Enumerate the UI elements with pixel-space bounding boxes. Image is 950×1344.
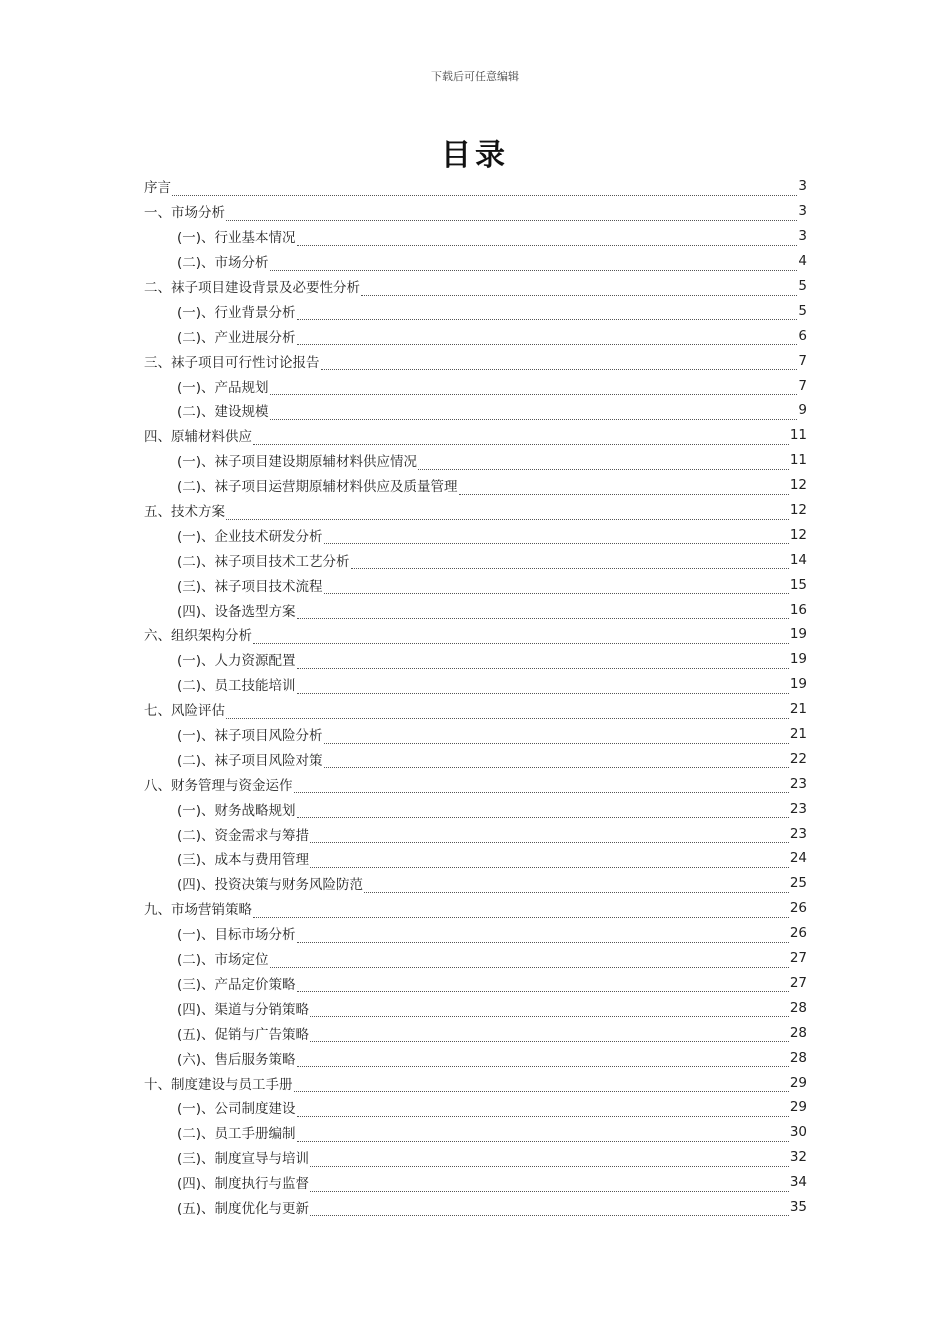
toc-entry-label: (四)、投资决策与财务风险防范 — [177, 877, 364, 894]
toc-entry-label: (二)、市场分析 — [177, 255, 269, 272]
toc-entry[interactable] — [144, 522, 807, 547]
toc-entry-page: 16 — [789, 601, 807, 618]
header-note: 下载后可任意编辑 — [431, 70, 519, 83]
toc-entry-page: 3 — [798, 203, 807, 220]
toc-entry-label: (二)、袜子项目技术工艺分析 — [177, 553, 350, 570]
toc-entry-label: (一)、公司制度建设 — [177, 1101, 296, 1118]
toc-entry-page: 22 — [789, 750, 807, 767]
toc-entry[interactable] — [144, 746, 807, 771]
toc-entry[interactable] — [144, 572, 807, 597]
toc-dot-leader — [172, 181, 797, 196]
table-of-contents — [144, 174, 807, 1219]
toc-entry-label: (二)、袜子项目风险对策 — [177, 752, 323, 769]
toc-entry-label: 四、原辅材料供应 — [144, 429, 252, 446]
toc-dot-leader — [297, 1102, 789, 1117]
toc-entry-label: 七、风险评估 — [144, 703, 225, 720]
toc-entry[interactable] — [144, 647, 807, 672]
toc-entry[interactable] — [144, 1145, 807, 1170]
toc-entry[interactable] — [144, 697, 807, 722]
toc-entry[interactable] — [144, 946, 807, 971]
toc-entry-page: 12 — [789, 526, 807, 543]
toc-entry-label: (一)、人力资源配置 — [177, 653, 296, 670]
toc-dot-leader — [310, 853, 789, 868]
toc-entry-page: 27 — [789, 974, 807, 991]
toc-entry-page: 35 — [789, 1198, 807, 1215]
toc-entry-page: 4 — [798, 253, 807, 270]
toc-dot-leader — [253, 629, 789, 644]
toc-entry-page: 29 — [789, 1099, 807, 1116]
toc-entry[interactable] — [144, 174, 807, 199]
toc-entry[interactable] — [144, 448, 807, 473]
toc-dot-leader — [270, 380, 797, 395]
toc-entry-page: 3 — [798, 178, 807, 195]
toc-entry-page: 12 — [789, 477, 807, 494]
toc-entry[interactable] — [144, 398, 807, 423]
toc-dot-leader — [253, 430, 789, 445]
toc-entry-page: 5 — [798, 302, 807, 319]
toc-entry-page: 23 — [789, 800, 807, 817]
toc-dot-leader — [297, 1127, 789, 1142]
toc-entry-label: (四)、制度执行与监督 — [177, 1176, 310, 1193]
toc-entry-label: (二)、市场定位 — [177, 952, 269, 969]
toc-entry-page: 28 — [789, 1024, 807, 1041]
toc-entry-page: 26 — [789, 900, 807, 917]
toc-entry[interactable] — [144, 1045, 807, 1070]
toc-dot-leader — [310, 1002, 789, 1017]
toc-entry-page: 11 — [789, 427, 807, 444]
toc-entry-page: 9 — [798, 402, 807, 419]
toc-entry-label: (二)、员工手册编制 — [177, 1126, 296, 1143]
toc-entry-label: (五)、制度优化与更新 — [177, 1200, 310, 1217]
toc-entry[interactable] — [144, 597, 807, 622]
toc-dot-leader — [297, 679, 789, 694]
toc-dot-leader — [270, 953, 789, 968]
toc-entry-page: 3 — [798, 228, 807, 245]
toc-entry-label: (二)、袜子项目运营期原辅材料供应及质量管理 — [177, 479, 458, 496]
toc-dot-leader — [270, 405, 797, 420]
toc-entry-label: (二)、建设规模 — [177, 404, 269, 421]
toc-entry[interactable] — [144, 846, 807, 871]
toc-dot-leader — [297, 330, 797, 345]
toc-dot-leader — [226, 206, 797, 221]
toc-entry-label: 五、技术方案 — [144, 504, 225, 521]
toc-dot-leader — [321, 355, 798, 370]
toc-entry-label: (三)、制度宣导与培训 — [177, 1151, 310, 1168]
toc-entry-label: (一)、袜子项目建设期原辅材料供应情况 — [177, 454, 418, 471]
toc-entry-page: 12 — [789, 502, 807, 519]
toc-dot-leader — [226, 704, 789, 719]
toc-entry[interactable] — [144, 323, 807, 348]
toc-entry-label: 三、袜子项目可行性讨论报告 — [144, 354, 320, 371]
toc-entry[interactable] — [144, 1195, 807, 1220]
toc-entry-label: 九、市场营销策略 — [144, 902, 252, 919]
toc-dot-leader — [310, 1201, 789, 1216]
toc-entry-page: 27 — [789, 950, 807, 967]
toc-entry-label: (三)、袜子项目技术流程 — [177, 578, 323, 595]
toc-entry[interactable] — [144, 971, 807, 996]
toc-dot-leader — [310, 1152, 789, 1167]
toc-entry[interactable] — [144, 871, 807, 896]
toc-entry[interactable] — [144, 498, 807, 523]
toc-entry-label: 六、组织架构分析 — [144, 628, 252, 645]
toc-entry-label: (一)、财务战略规划 — [177, 802, 296, 819]
toc-entry-page: 14 — [789, 551, 807, 568]
toc-entry-label: (一)、产品规划 — [177, 379, 269, 396]
toc-entry-page: 26 — [789, 925, 807, 942]
toc-dot-leader — [270, 256, 797, 271]
toc-entry-label: 序言 — [144, 180, 171, 197]
toc-entry-page: 24 — [789, 850, 807, 867]
toc-dot-leader — [297, 305, 797, 320]
toc-entry[interactable] — [144, 1120, 807, 1145]
toc-title: 目录 — [441, 138, 509, 173]
toc-entry-label: (四)、设备选型方案 — [177, 603, 296, 620]
toc-entry-label: (一)、袜子项目风险分析 — [177, 728, 323, 745]
toc-entry-label: (四)、渠道与分销策略 — [177, 1001, 310, 1018]
toc-entry-page: 21 — [789, 726, 807, 743]
toc-dot-leader — [226, 505, 789, 520]
toc-entry[interactable] — [144, 547, 807, 572]
toc-entry-page: 34 — [789, 1174, 807, 1191]
toc-entry-label: 十、制度建设与员工手册 — [144, 1076, 293, 1093]
toc-entry-page: 7 — [798, 377, 807, 394]
toc-entry-page: 29 — [789, 1074, 807, 1091]
toc-dot-leader — [294, 778, 789, 793]
toc-entry-page: 32 — [789, 1149, 807, 1166]
toc-dot-leader — [351, 554, 789, 569]
toc-entry[interactable] — [144, 199, 807, 224]
toc-entry[interactable] — [144, 298, 807, 323]
toc-entry-label: (二)、员工技能培训 — [177, 678, 296, 695]
toc-entry[interactable] — [144, 672, 807, 697]
toc-dot-leader — [294, 1077, 789, 1092]
toc-dot-leader — [310, 828, 789, 843]
toc-dot-leader — [297, 604, 789, 619]
toc-dot-leader — [459, 480, 789, 495]
toc-entry[interactable] — [144, 622, 807, 647]
toc-entry[interactable] — [144, 1170, 807, 1195]
toc-entry-label: 八、财务管理与资金运作 — [144, 777, 293, 794]
toc-entry[interactable] — [144, 1020, 807, 1045]
toc-dot-leader — [253, 903, 789, 918]
toc-dot-leader — [297, 1052, 789, 1067]
toc-entry-page: 28 — [789, 999, 807, 1016]
toc-dot-leader — [324, 753, 789, 768]
toc-entry-label: (一)、行业背景分析 — [177, 304, 296, 321]
toc-dot-leader — [310, 1027, 789, 1042]
toc-dot-leader — [364, 878, 789, 893]
toc-entry[interactable] — [144, 995, 807, 1020]
toc-entry-label: (一)、行业基本情况 — [177, 230, 296, 247]
toc-entry-page: 7 — [798, 352, 807, 369]
toc-entry-page: 23 — [789, 825, 807, 842]
toc-entry[interactable] — [144, 722, 807, 747]
toc-dot-leader — [418, 455, 789, 470]
toc-entry-page: 5 — [798, 278, 807, 294]
toc-dot-leader — [324, 579, 789, 594]
toc-entry[interactable] — [144, 921, 807, 946]
toc-entry-label: 一、市场分析 — [144, 205, 225, 222]
toc-dot-leader — [297, 803, 789, 818]
toc-entry-label: (二)、产业进展分析 — [177, 329, 296, 346]
toc-entry-label: 二、袜子项目建设背景及必要性分析 — [144, 280, 360, 296]
toc-entry[interactable] — [144, 1070, 807, 1095]
toc-entry[interactable] — [144, 771, 807, 796]
toc-entry-page: 21 — [789, 701, 807, 718]
toc-dot-leader — [361, 281, 797, 296]
toc-entry[interactable] — [144, 796, 807, 821]
toc-dot-leader — [297, 977, 789, 992]
toc-entry-label: (三)、成本与费用管理 — [177, 852, 310, 869]
toc-dot-leader — [324, 529, 789, 544]
toc-entry-page: 11 — [789, 452, 807, 469]
toc-entry-page: 6 — [798, 327, 807, 344]
toc-entry[interactable] — [144, 348, 807, 373]
toc-entry[interactable] — [144, 821, 807, 846]
toc-entry-page: 15 — [789, 576, 807, 593]
toc-entry-label: (三)、产品定价策略 — [177, 976, 296, 993]
toc-entry[interactable] — [144, 373, 807, 398]
toc-entry[interactable] — [144, 1095, 807, 1120]
toc-entry-page: 19 — [789, 626, 807, 643]
toc-entry-page: 28 — [789, 1049, 807, 1066]
toc-entry-page: 19 — [789, 651, 807, 668]
toc-entry-page: 19 — [789, 676, 807, 693]
toc-entry-label: (六)、售后服务策略 — [177, 1051, 296, 1068]
toc-entry-label: (五)、促销与广告策略 — [177, 1026, 310, 1043]
toc-entry-label: (二)、资金需求与筹措 — [177, 827, 310, 844]
toc-entry[interactable] — [144, 423, 807, 448]
toc-entry[interactable] — [144, 249, 807, 274]
toc-dot-leader — [324, 729, 789, 744]
toc-dot-leader — [297, 231, 797, 246]
toc-entry[interactable] — [144, 274, 807, 299]
toc-entry[interactable] — [144, 224, 807, 249]
toc-entry[interactable] — [144, 896, 807, 921]
toc-entry-page: 30 — [789, 1124, 807, 1141]
toc-entry[interactable] — [144, 473, 807, 498]
toc-dot-leader — [297, 654, 789, 669]
toc-entry-label: (一)、企业技术研发分析 — [177, 528, 323, 545]
toc-entry-label: (一)、目标市场分析 — [177, 927, 296, 944]
toc-entry-page: 23 — [789, 775, 807, 792]
toc-entry-page: 25 — [789, 875, 807, 892]
toc-dot-leader — [297, 928, 789, 943]
toc-dot-leader — [310, 1177, 789, 1192]
